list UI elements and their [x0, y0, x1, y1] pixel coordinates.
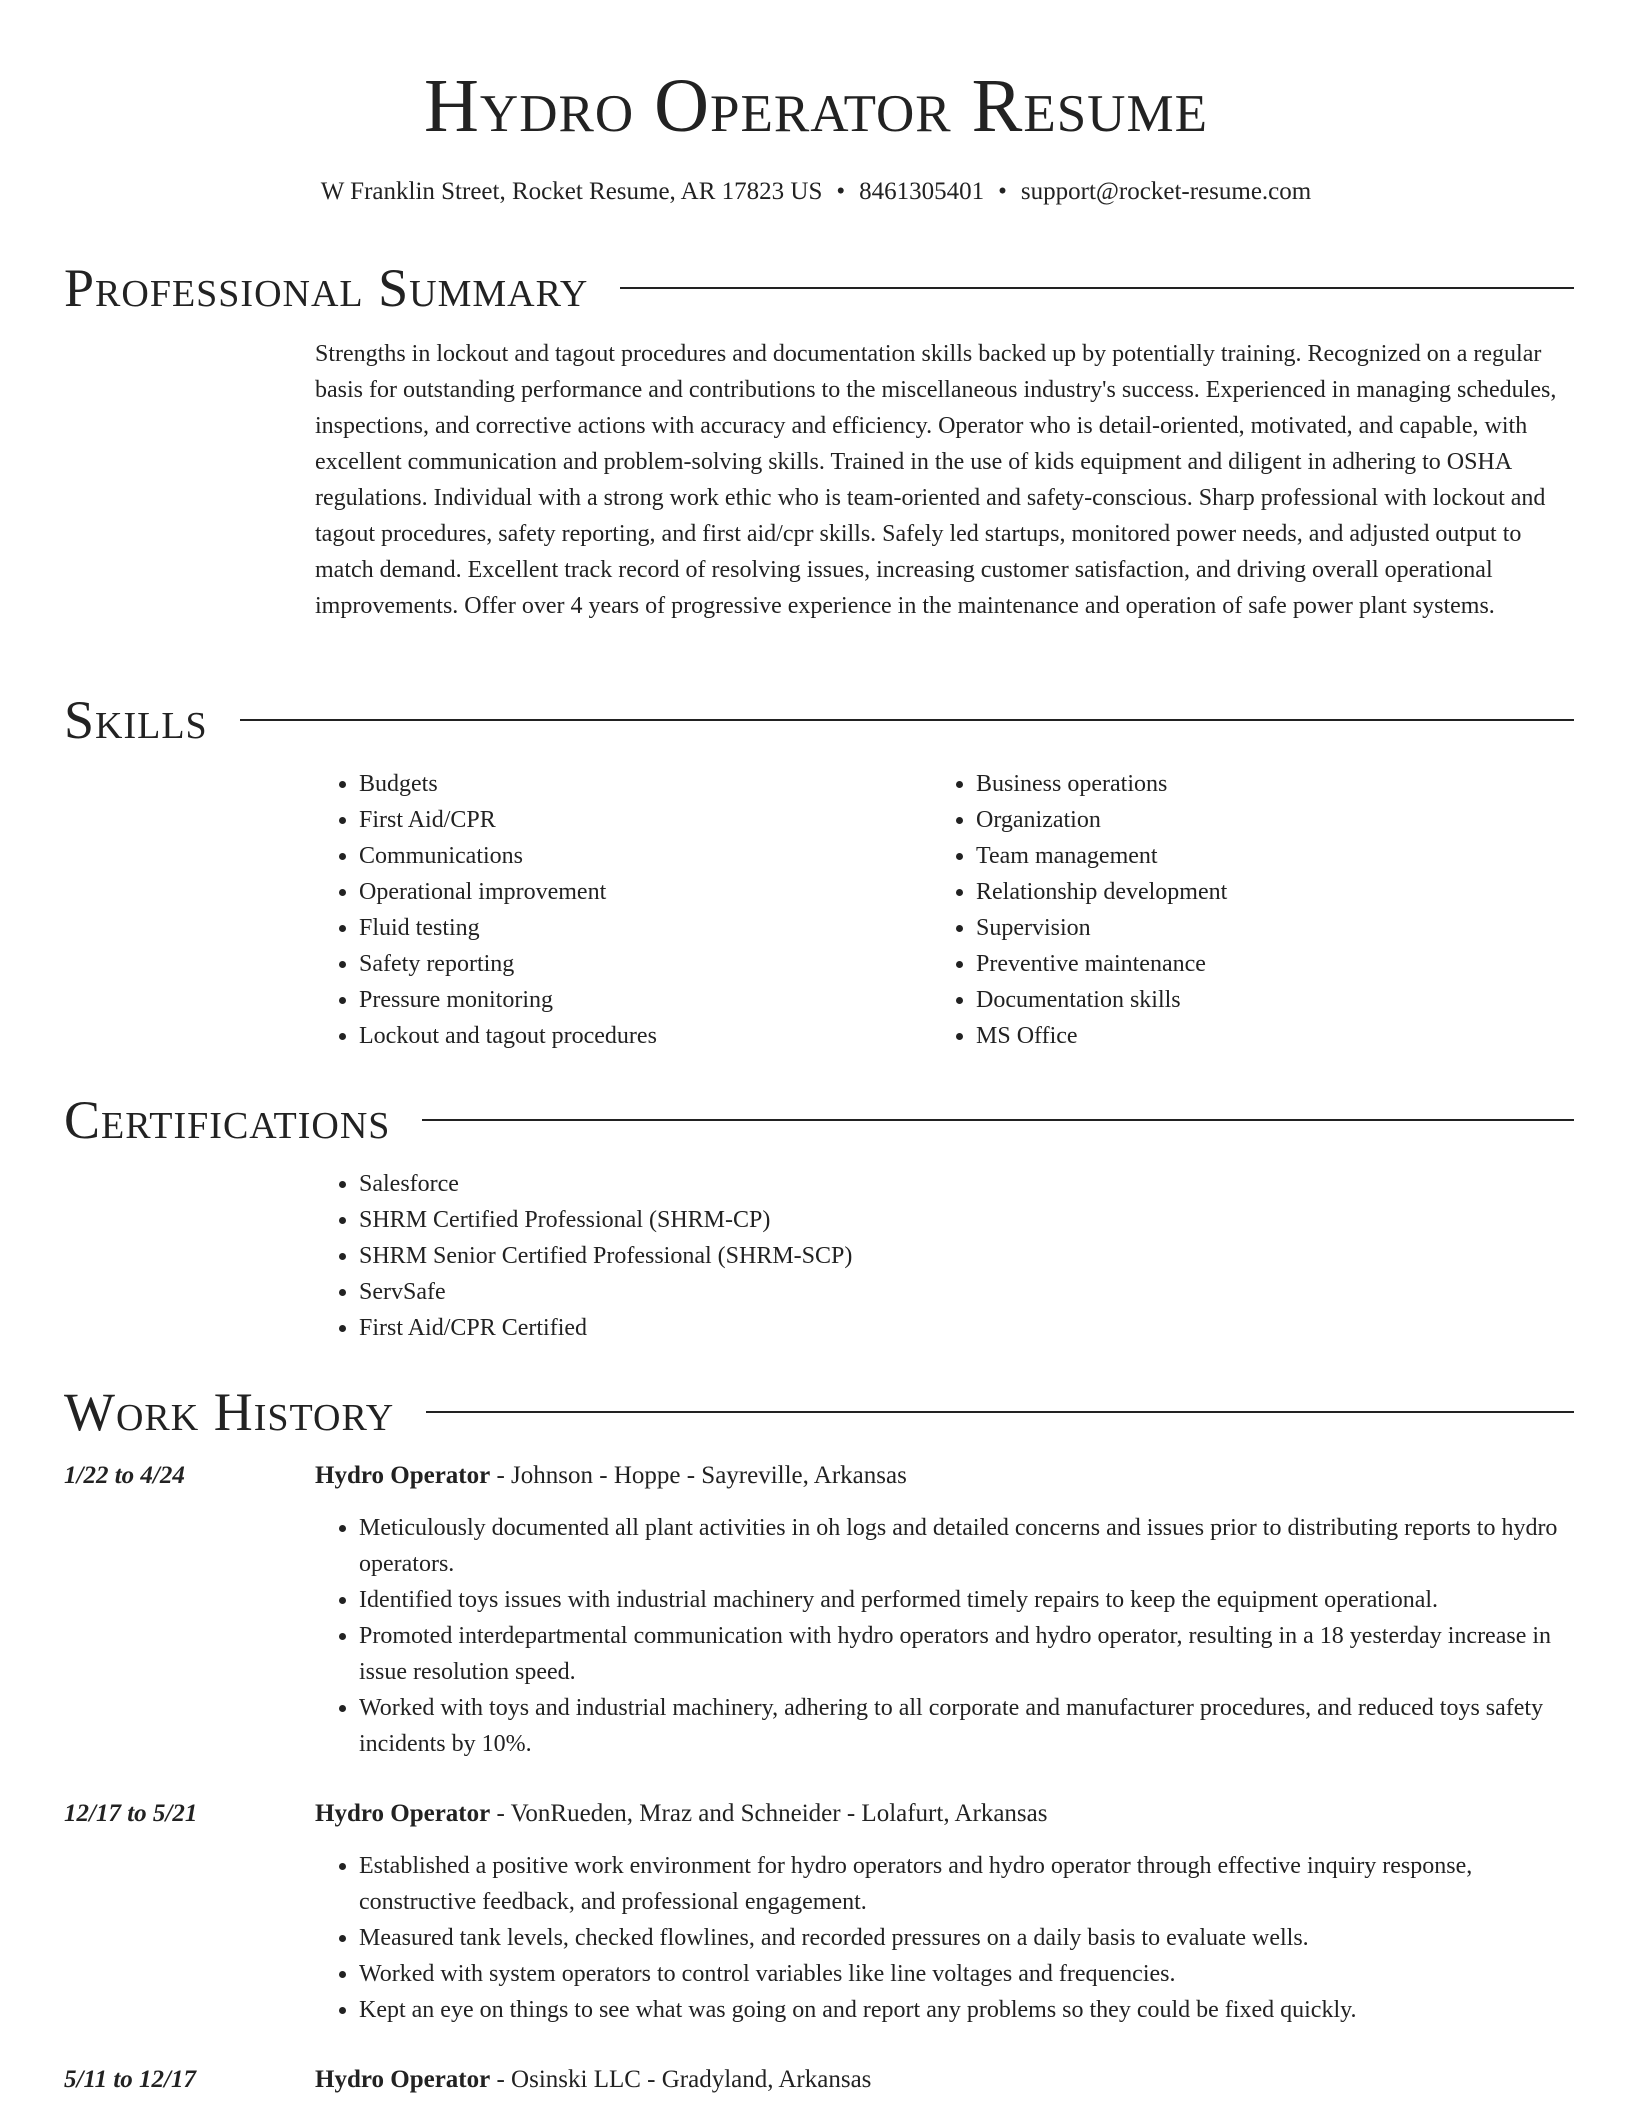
- certification-item: • SHRM Senior Certified Professional (SHRM-SCP): [359, 1238, 1573, 1274]
- email-text: support@rocket-resume.com: [1020, 178, 1312, 205]
- job-bullets: [315, 1510, 1573, 1762]
- skills-left-column: [315, 766, 875, 1054]
- certifications-list: [315, 1166, 1573, 1346]
- section-divider: [620, 287, 1574, 289]
- job-bullet: • Identified toys issues with industrial machinery and performed timely repairs to keep the equipment operational.: [359, 1582, 1573, 1618]
- skill-item: • Team management: [976, 838, 1492, 874]
- certifications-title: Certifications: [64, 1090, 391, 1150]
- job-dates: 1/22 to 4/24: [64, 1462, 185, 1489]
- skill-item: • Operational improvement: [359, 874, 875, 910]
- job-dates: 5/11 to 12/17: [64, 2066, 196, 2093]
- skill-item: • Lockout and tagout procedures: [359, 1018, 875, 1054]
- certification-item: • First Aid/CPR Certified: [359, 1310, 1573, 1346]
- job-bullet: • Measured tank levels, checked flowlines, and recorded pressures on a daily basis to evaluate wells.: [359, 1920, 1573, 1956]
- contact-line: [0, 176, 1632, 208]
- skill-item: • Organization: [976, 802, 1492, 838]
- certification-item: • ServSafe: [359, 1274, 1573, 1310]
- job-heading: [315, 1796, 1047, 1832]
- summary-title: Professional Summary: [64, 258, 589, 318]
- skill-item: • Pressure monitoring: [359, 982, 875, 1018]
- separator-dot: •: [836, 178, 846, 205]
- skill-item: • MS Office: [976, 1018, 1492, 1054]
- certification-item: • SHRM Certified Professional (SHRM-CP): [359, 1202, 1573, 1238]
- job-bullet: • Meticulously documented all plant activities in oh logs and detailed concerns and issues prior to distributing reports to hydro operators.: [359, 1510, 1573, 1582]
- phone-text: 8461305401: [859, 178, 985, 205]
- job-employer: - Osinski LLC - Gradyland, Arkansas: [490, 2066, 872, 2093]
- job-title: Hydro Operator: [315, 1462, 491, 1489]
- job-title: Hydro Operator: [315, 1800, 491, 1827]
- section-divider: [240, 719, 1574, 721]
- skills-section-heading: [64, 690, 1574, 750]
- skill-item: • Preventive maintenance: [976, 946, 1492, 982]
- separator-dot: •: [998, 178, 1007, 205]
- job-employer: - Johnson - Hoppe - Sayreville, Arkansas: [490, 1462, 907, 1489]
- summary-text: Strengths in lockout and tagout procedures and documentation skills backed up by potentially training. Recognized on a regular basis for outstanding performance and contributions to the miscellaneous industry's success. Experienced in managing schedules, inspections, and corrective actions with accuracy and efficiency. Operator who is detail-oriented, motivated, and capable, with excellent communication and problem-solving skills. Trained in the use of kids equipment and diligent in adhering to OSHA regulations. Individual with a strong work ethic who is team-oriented and safety-conscious. Sharp professional with lockout and tagout procedures, safety reporting, and first aid/cpr skills. Safely led startups, monitored power needs, and adjusted output to match demand. Excellent track record of resolving issues, increasing customer satisfaction, and driving overall operational improvements. Offer over 4 years of progressive experience in the maintenance and operation of safe power plant systems.: [315, 341, 1557, 619]
- job-bullet: • Worked with toys and industrial machinery, adhering to all corporate and manufacturer procedures, and reduced toys safety incidents by 10%.: [359, 1690, 1573, 1762]
- work-history-title: Work History: [64, 1382, 395, 1442]
- skill-item: • Safety reporting: [359, 946, 875, 982]
- job-bullets: [315, 1848, 1573, 2028]
- skill-item: • Relationship development: [976, 874, 1492, 910]
- skills-right-column: [932, 766, 1492, 1054]
- job-bullet: • Established a positive work environment for hydro operators and hydro operator through effective inquiry response, constructive feedback, and professional engagement.: [359, 1848, 1573, 1920]
- certifications-section-heading: [64, 1090, 1574, 1150]
- skill-item: • Communications: [359, 838, 875, 874]
- section-divider: [426, 1411, 1574, 1413]
- job-employer: - VonRueden, Mraz and Schneider - Lolafurt, Arkansas: [490, 1800, 1048, 1827]
- skill-item: • Business operations: [976, 766, 1492, 802]
- job-bullet: • Promoted interdepartmental communication with hydro operators and hydro operator, resulting in a 18 yesterday increase in issue resolution speed.: [359, 1618, 1573, 1690]
- job-heading: [315, 1458, 907, 1494]
- skill-item: • Supervision: [976, 910, 1492, 946]
- resume-title: Hydro Operator Resume: [424, 64, 1208, 148]
- skill-item: • Documentation skills: [976, 982, 1492, 1018]
- skills-title: Skills: [64, 690, 208, 750]
- work-history-section-heading: [64, 1382, 1574, 1442]
- job-title: Hydro Operator: [315, 2066, 491, 2093]
- skill-item: • First Aid/CPR: [359, 802, 875, 838]
- certification-item: • Salesforce: [359, 1166, 1573, 1202]
- job-dates: 12/17 to 5/21: [64, 1800, 198, 1827]
- summary-section-heading: [64, 258, 1574, 318]
- skill-item: • Budgets: [359, 766, 875, 802]
- address-text: W Franklin Street, Rocket Resume, AR 17823 US: [320, 178, 823, 205]
- job-bullet: • Kept an eye on things to see what was going on and report any problems so they could be fixed quickly.: [359, 1992, 1573, 2028]
- job-heading: [315, 2062, 871, 2098]
- section-divider: [422, 1119, 1574, 1121]
- job-bullet: • Worked with system operators to control variables like line voltages and frequencies.: [359, 1956, 1573, 1992]
- skill-item: • Fluid testing: [359, 910, 875, 946]
